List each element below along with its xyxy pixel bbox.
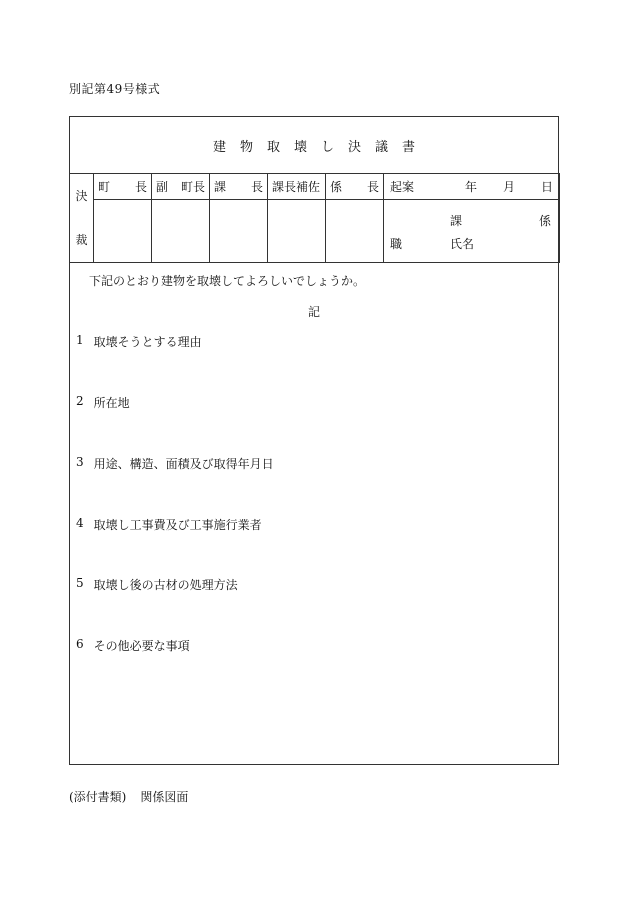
kessai-label: 決 裁 — [70, 174, 94, 263]
kian-header — [384, 174, 560, 200]
month-label: 月 — [502, 179, 515, 194]
unit-label: 係 — [538, 213, 551, 228]
ki-heading: 記 — [307, 305, 320, 319]
role-assistant-chief: 課長補佐 — [268, 174, 326, 200]
role-unit-chief: 係 長 — [326, 174, 384, 200]
attachments-line — [69, 788, 188, 805]
attachments-label: (添付書類) — [69, 790, 127, 804]
stamp-box-unit-chief — [326, 199, 384, 262]
list-item: 6 その他必要な事項 — [76, 637, 190, 653]
kian-detail — [384, 199, 560, 262]
kian-label: 起案 — [390, 179, 415, 194]
list-item: 3 用途、構造、面積及び取得年月日 — [76, 455, 274, 471]
form-frame — [69, 116, 559, 765]
year-label: 年 — [464, 179, 477, 194]
position-label: 職 — [390, 236, 403, 251]
list-item: 1 取壊そうとする理由 — [76, 333, 202, 349]
intro-text: 下記のとおり建物を取壊してよろしいでしょうか。 — [89, 274, 366, 288]
list-item: 4 取壊し工事費及び工事施行業者 — [76, 516, 262, 532]
section-label: 課 — [450, 213, 463, 228]
attachments-value: 関係図面 — [140, 790, 189, 804]
approval-table — [69, 173, 560, 263]
stamp-box-assistant-chief — [268, 199, 326, 262]
form-number: 別記第49号様式 — [69, 82, 161, 96]
stamp-box-mayor — [94, 199, 152, 262]
stamp-box-section-chief — [210, 199, 268, 262]
role-section-chief: 課 長 — [210, 174, 268, 200]
stamp-box-deputy-mayor — [152, 199, 210, 262]
role-deputy-mayor: 副 町長 — [152, 174, 210, 200]
list-item: 5 取壊し後の古材の処理方法 — [76, 576, 238, 592]
name-label: 氏名 — [450, 236, 475, 251]
role-mayor: 町 長 — [94, 174, 152, 200]
document-title: 建物取壊し決議書 — [212, 140, 429, 155]
list-item: 2 所在地 — [76, 394, 130, 410]
day-label: 日 — [540, 179, 553, 194]
